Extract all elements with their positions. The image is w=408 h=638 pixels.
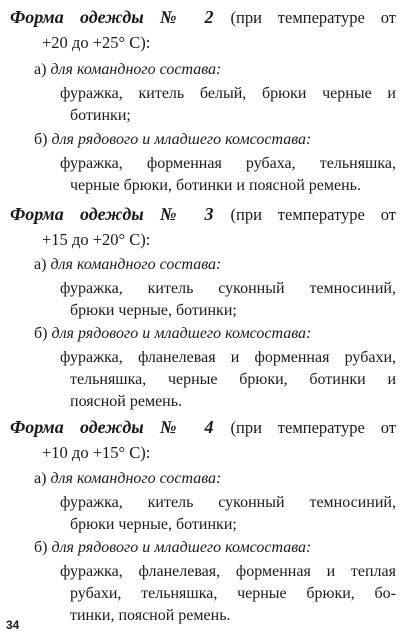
section-4-group-b-heading <box>34 537 311 559</box>
group-audience: для рядового и младшего комсостава: <box>51 539 312 556</box>
item-line: фуражка, китель белый, брюки черные и <box>60 85 396 102</box>
section-4-group-b-items <box>60 561 396 627</box>
section-3-heading <box>10 203 396 226</box>
section-4-group-a-items <box>60 492 396 536</box>
section-2-temperature: +20 до +25° С): <box>42 33 151 52</box>
group-letter: а) <box>34 256 47 273</box>
item-line: брюки черные, ботинки; <box>70 302 237 319</box>
section-3-condition: (при температуре от <box>230 205 396 224</box>
section-2-condition: (при температуре от <box>230 8 396 27</box>
section-4-title: Форма одежды № 4 <box>10 417 214 437</box>
section-2-group-b-items <box>60 153 396 197</box>
group-audience: для командного состава: <box>50 470 222 487</box>
item-line: фуражка, китель суконный темносиний, <box>60 494 396 511</box>
group-letter: а) <box>34 61 47 78</box>
item-line: рубахи, тельняшка, черные брюки, бо- <box>70 585 396 602</box>
page-number: 34 <box>6 618 20 632</box>
item-line: поясной ремень. <box>70 393 183 410</box>
section-3-group-a-heading <box>34 254 221 276</box>
group-letter: б) <box>34 325 48 342</box>
item-line: фуражка, фланелевая и форменная рубахи, <box>60 349 396 366</box>
section-4-heading <box>10 416 396 439</box>
item-line: тельняшка, черные брюки, ботинки и <box>70 371 396 388</box>
section-2-group-a-heading <box>34 59 221 81</box>
item-line: фуражка, форменная рубаха, тельняшка, <box>60 155 396 172</box>
group-audience: для рядового и младшего комсостава: <box>51 131 312 148</box>
item-line: ботинки; <box>70 107 131 124</box>
group-letter: а) <box>34 470 47 487</box>
group-audience: для командного состава: <box>50 256 222 273</box>
group-audience: для командного состава: <box>50 61 222 78</box>
item-line: тинки, поясной ремень. <box>70 607 231 624</box>
section-4-condition: (при температуре от <box>230 418 396 437</box>
section-2-group-b-heading <box>34 129 311 151</box>
section-4-temperature: +10 до +15° С): <box>42 443 151 462</box>
section-3-title: Форма одежды № 3 <box>10 204 214 224</box>
group-audience: для рядового и младшего комсостава: <box>51 325 312 342</box>
section-3-group-b-items <box>60 347 396 413</box>
section-4-group-a-heading <box>34 468 221 490</box>
section-3-group-b-heading <box>34 323 311 345</box>
section-3-group-a-items <box>60 278 396 322</box>
item-line: брюки черные, ботинки; <box>70 516 237 533</box>
section-3-temperature: +15 до +20° С): <box>42 230 151 249</box>
section-2-group-a-items <box>60 83 396 127</box>
item-line: фуражка, китель суконный темносиний, <box>60 280 396 297</box>
item-line: фуражка, фланелевая, форменная и теплая <box>60 563 396 580</box>
group-letter: б) <box>34 131 48 148</box>
section-2-title: Форма одежды № 2 <box>10 7 214 27</box>
section-2-heading <box>10 6 396 29</box>
item-line: черные брюки, ботинки и поясной ремень. <box>70 177 361 194</box>
group-letter: б) <box>34 539 48 556</box>
